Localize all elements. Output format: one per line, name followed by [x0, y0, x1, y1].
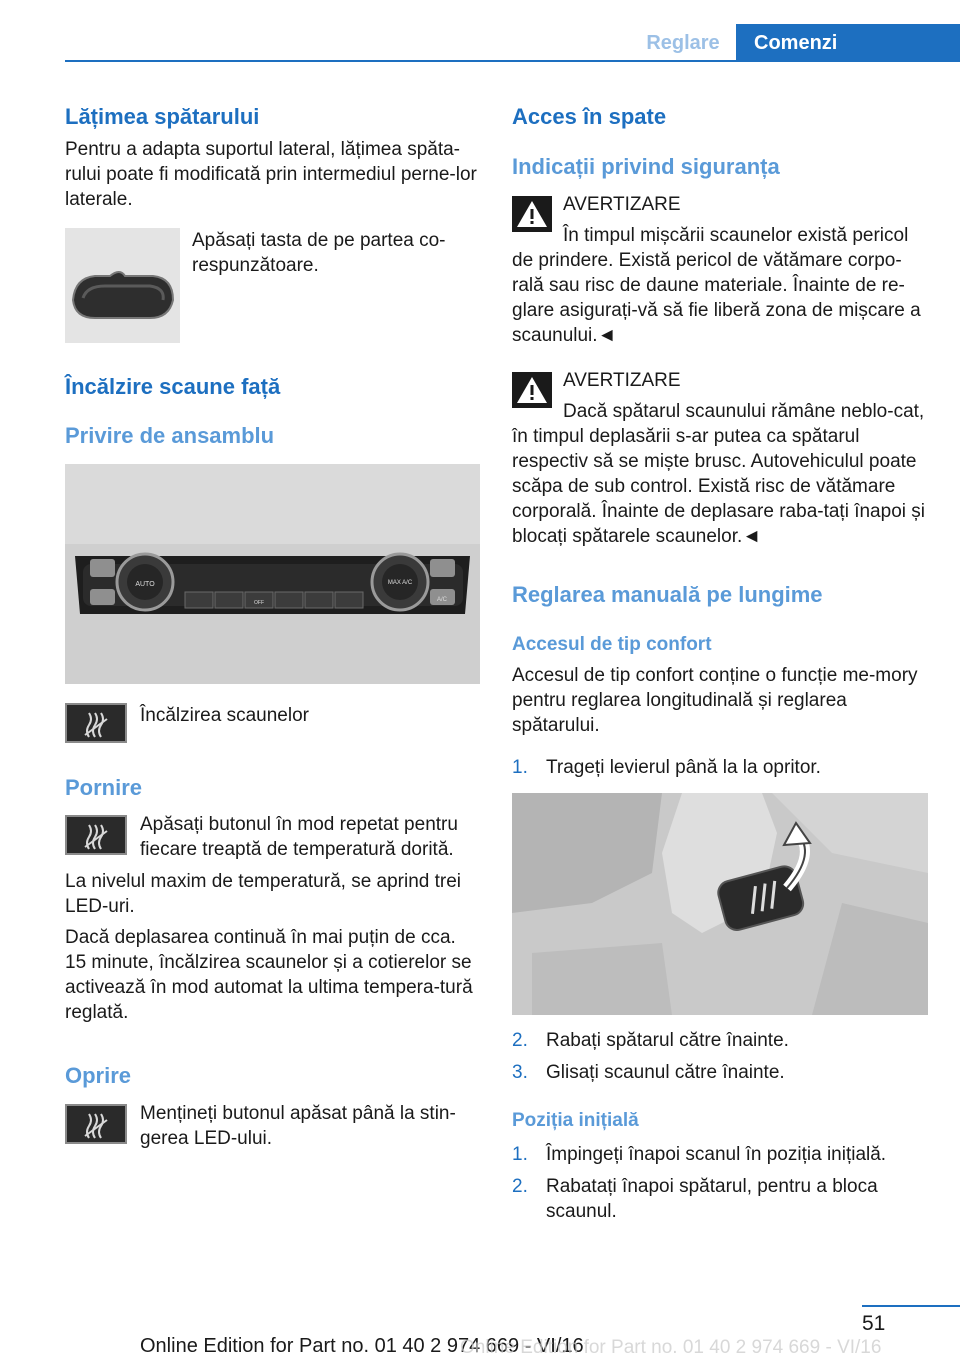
panel-label-auto: AUTO	[135, 581, 155, 588]
watermark: Online Edition for Part no. 01 40 2 974 669 - VI/16	[460, 1337, 882, 1358]
warn1-text: În timpul mișcării scaunelor există pericol de prindere. Există pericol de vătămare corpo-rală sau risc de daune materiale. Înainte de re-glare asigurați-vă să fie liberă zona de mișcare a scaunului.◄	[512, 225, 921, 346]
latimea-text: Pentru a adapta suportul lateral, lățimea spăta-rului poate fi modificată prin intermediul perne-lor laterale.	[65, 139, 477, 210]
oprire-title: Oprire	[65, 1063, 132, 1088]
pozitia-title: Poziția inițială	[512, 1110, 639, 1131]
footer-edition: Online Edition for Part no. 01 40 2 974 669 - VI/16	[140, 1335, 584, 1357]
p1-num: 1.	[512, 1144, 528, 1165]
pornire-p3: Dacă deplasarea continuă în mai puțin de cca. 15 minute, încălzirea scaunelor și a cotierelor se activează în mod automat la ultima tempera-tură reglată.	[65, 927, 473, 1023]
incalzirea-label: Încălzirea scaunelor	[140, 705, 309, 726]
oprire-text: Mențineți butonul apăsat până la stin-gerea LED-ului.	[140, 1103, 456, 1149]
seat-heating-icon-oprire	[65, 1104, 127, 1144]
step3-text: Glisați scaunul către înainte.	[546, 1062, 785, 1083]
p2-num: 2.	[512, 1176, 528, 1197]
reglarea-title: Reglarea manuală pe lungime	[512, 582, 823, 607]
accesul-title: Accesul de tip confort	[512, 634, 712, 655]
panel-label-off: OFF	[254, 600, 264, 606]
step2-num: 2.	[512, 1030, 528, 1051]
privire-title: Privire de ansamblu	[65, 423, 275, 448]
footer-rule	[862, 1305, 960, 1307]
indicatii-title: Indicații privind siguranța	[512, 154, 780, 179]
page-number: 51	[862, 1312, 886, 1335]
panel-label-max-ac: MAX A/C	[387, 580, 413, 586]
warn2-text: Dacă spătarul scaunului rămâne neblo-cat, în timpul deplasării s-ar putea ca spătarul respectiv să se miște brusc. Autovehiculul poate scăpa de sub control. Există risc de vătămare corporală. Înainte de deplasare raba-tați înapoi și blocați spătarele scaunelor.◄	[512, 401, 925, 547]
seat-lever-image	[512, 793, 928, 1015]
step2-text: Rabați spătarul către înainte.	[546, 1030, 789, 1051]
p1-text: Împingeți înapoi scanul în poziția inițială.	[546, 1144, 887, 1165]
latimea-title: Lățimea spătarului	[65, 104, 260, 129]
warn1-label: AVERTIZARE	[563, 194, 681, 215]
pornire-p2: La nivelul maxim de temperatură, se aprind trei LED-uri.	[65, 871, 462, 917]
step3-num: 3.	[512, 1062, 528, 1083]
climate-panel-image	[65, 464, 480, 684]
pornire-title: Pornire	[65, 775, 143, 800]
accesul-text: Accesul de tip confort conține o funcție me-mory pentru reglarea longitudinală și reglarea spătarului.	[512, 665, 918, 736]
header-rule	[65, 60, 960, 62]
acces-title: Acces în spate	[512, 104, 667, 129]
panel-label-ac: A/C	[436, 597, 448, 603]
seat-heating-icon	[65, 703, 127, 743]
tab-comenzi[interactable]: Comenzi	[736, 24, 960, 62]
seat-heating-icon-pornire	[65, 815, 127, 855]
step1-text: Trageți levierul până la la opritor.	[546, 757, 821, 778]
tab-reglare[interactable]: Reglare	[646, 32, 720, 54]
step1-num: 1.	[512, 757, 528, 778]
incalzire-title: Încălzire scaune față	[65, 374, 281, 399]
p2-text: Rabatați înapoi spătarul, pentru a bloca scaunul.	[546, 1176, 878, 1222]
latimea-img-text: Apăsați tasta de pe partea co-respunzătoare.	[192, 230, 446, 276]
pornire-text: Apăsați butonul în mod repetat pentru fiecare treaptă de temperatură dorită.	[140, 814, 458, 860]
backrest-button-image	[65, 228, 180, 343]
warn2-label: AVERTIZARE	[563, 370, 681, 391]
